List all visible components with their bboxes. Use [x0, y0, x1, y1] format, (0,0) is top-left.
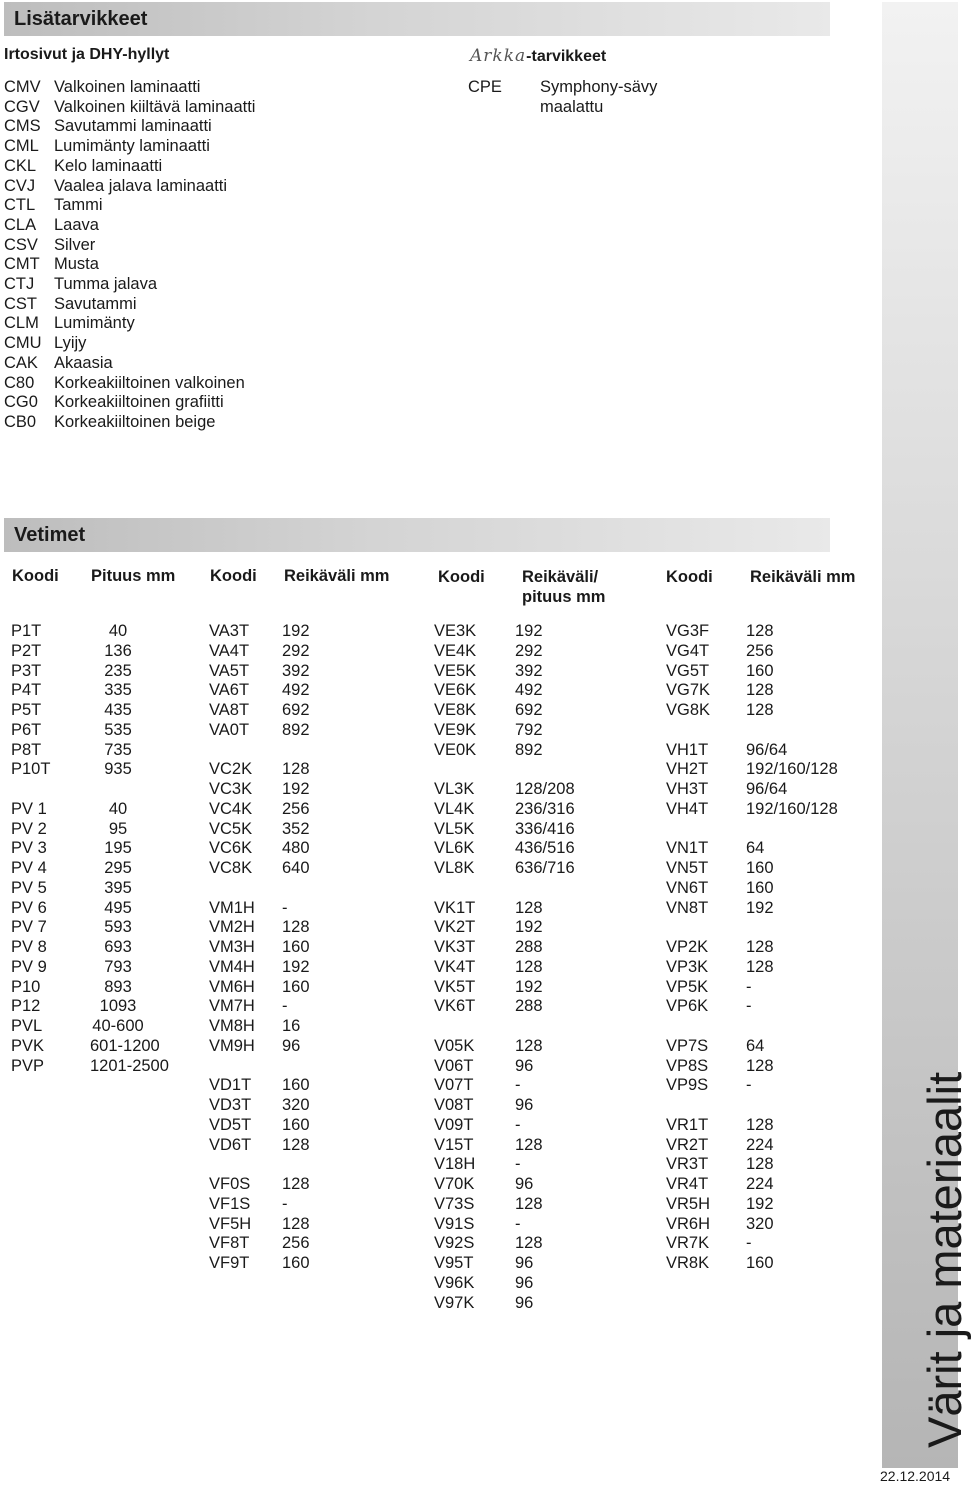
group2-code: VD1T [209, 1076, 252, 1095]
group1-value: 395 [104, 878, 132, 897]
group2-value: 320 [282, 1096, 310, 1114]
group1-value: 335 [104, 681, 132, 700]
group3-value: 96 [515, 1273, 534, 1292]
group2-value: - [282, 997, 288, 1016]
group4-value: 128 [746, 1155, 774, 1174]
group4-code: VP3K [666, 957, 709, 976]
group1-code: P10 [11, 977, 41, 996]
group4-value: - [746, 1076, 752, 1095]
group3-value: 128 [515, 1234, 543, 1253]
group2-value: 128 [282, 918, 310, 937]
group1-code: P5T [11, 701, 42, 719]
group2-value: 128 [282, 1175, 310, 1193]
group3-code: VE6K [434, 681, 477, 700]
g3-code-header: Koodi [438, 568, 485, 586]
group3-value: 128 [515, 898, 543, 917]
shelf-name: Silver [54, 235, 96, 254]
group3-code: VL3K [434, 780, 475, 798]
shelf-code: CAK [4, 353, 38, 372]
group3-code: V05K [434, 1036, 475, 1055]
shelf-name: Laava [54, 215, 99, 234]
group3-code: V96K [434, 1273, 475, 1292]
group4-code: VG4T [666, 641, 710, 660]
accessories-section-title: Lisätarvikkeet [4, 2, 830, 36]
shelf-code: CKL [4, 156, 37, 175]
group2-code: VA3T [209, 622, 250, 640]
group2-code: VC2K [209, 760, 253, 779]
group2-code: VA6T [209, 681, 250, 700]
shelf-name: Savutammi laminaatti [54, 117, 212, 136]
group1-code: PV 9 [11, 957, 47, 976]
group4-value: 224 [746, 1175, 774, 1193]
group2-value: 192 [282, 957, 310, 976]
group3-value: 96 [515, 1175, 534, 1193]
g1-code-header: Koodi [12, 567, 59, 585]
group4-value: 160 [746, 859, 774, 877]
group4-value: 192/160/128 [746, 760, 838, 779]
g2-value-header: Reikäväli mm [284, 567, 390, 585]
shelf-name: Kelo laminaatti [54, 156, 163, 175]
shelf-name: Lyijy [54, 334, 87, 353]
group2-code: VA5T [209, 661, 250, 680]
group1-value: 40-600 [92, 1017, 144, 1035]
group1-code: P10T [11, 760, 51, 779]
group2-code: VF8T [209, 1234, 250, 1253]
group3-code: VK1T [434, 898, 476, 917]
group4-value: 128 [746, 938, 774, 956]
shelf-code: CMV [4, 78, 41, 96]
shelf-code: CG0 [4, 393, 38, 412]
group3-code: VE8K [434, 701, 477, 719]
g3-value-header-line2: pituus mm [522, 588, 606, 606]
group3-code: VK6T [434, 997, 476, 1016]
group4-code: VG8K [666, 701, 711, 719]
group2-code: VM4H [209, 957, 255, 976]
group3-code: VE9K [434, 720, 477, 739]
group1-code: PV 7 [11, 918, 47, 937]
shelf-code: CMS [4, 117, 41, 136]
group3-code: V09T [434, 1115, 474, 1134]
shelf-name: Valkoinen kiiltävä laminaatti [54, 97, 256, 116]
group3-value: 436/516 [515, 839, 575, 858]
group2-code: VM3H [209, 938, 255, 956]
group4-code: VG5T [666, 661, 710, 680]
group2-value: 256 [282, 1234, 310, 1253]
group3-code: VE3K [434, 622, 477, 640]
group2-code: VM9H [209, 1036, 255, 1055]
group4-value: - [746, 1234, 752, 1253]
group3-code: VE4K [434, 641, 477, 660]
group1-value: 893 [104, 977, 132, 996]
group4-value: 224 [746, 1135, 774, 1154]
group2-value: 160 [282, 938, 310, 956]
group4-code: VP6K [666, 997, 709, 1016]
group4-value: 64 [746, 1036, 765, 1055]
group4-code: VH2T [666, 760, 709, 779]
group3-value: - [515, 1076, 521, 1095]
group2-value: 492 [282, 681, 310, 700]
group2-value: - [282, 1194, 288, 1213]
group1-code: PVK [11, 1036, 45, 1055]
group3-value: 128 [515, 1036, 543, 1055]
arkka-desc-line1: Symphony-sävy [540, 78, 658, 96]
group4-value: 160 [746, 1254, 774, 1272]
group2-value: 640 [282, 859, 310, 877]
group1-code: P1T [11, 622, 42, 640]
g4-value-header: Reikäväli mm [750, 568, 856, 586]
group1-value: 295 [104, 859, 132, 877]
group4-value: 64 [746, 839, 765, 858]
group1-value: 235 [104, 661, 132, 680]
group3-value: 636/716 [515, 859, 575, 877]
group2-code: VC6K [209, 839, 253, 858]
group4-value: 320 [746, 1214, 774, 1233]
group3-value: 128 [515, 1194, 543, 1213]
group2-code: VA8T [209, 701, 250, 719]
group2-code: VF5H [209, 1214, 252, 1233]
group2-value: 292 [282, 641, 310, 660]
group4-code: VR3T [666, 1155, 709, 1174]
group3-code: VL6K [434, 839, 475, 858]
group3-value: 96 [515, 1096, 534, 1114]
shelf-name: Korkeakiiltoinen valkoinen [54, 373, 245, 392]
group3-code: VE5K [434, 661, 477, 680]
shelf-name: Lumimänty [54, 314, 135, 333]
group3-code: VK4T [434, 957, 476, 976]
shelf-name: Akaasia [54, 353, 113, 372]
group3-value: 128 [515, 957, 543, 976]
group1-value: 1093 [99, 997, 137, 1016]
group4-value: 192 [746, 1194, 774, 1213]
shelf-code: CSV [4, 235, 38, 254]
group3-value: 236/316 [515, 799, 575, 818]
group3-value: 292 [515, 641, 543, 660]
group2-value: 892 [282, 720, 310, 739]
group3-code: V08T [434, 1096, 474, 1114]
group3-value: 692 [515, 701, 543, 719]
group2-value: 160 [282, 1076, 310, 1095]
group2-value: 16 [282, 1017, 301, 1035]
group2-value: 256 [282, 799, 310, 818]
group2-value: 160 [282, 977, 310, 996]
group3-code: VL5K [434, 819, 475, 838]
group3-code: VK5T [434, 977, 476, 996]
page-date: 22.12.2014 [880, 1468, 951, 1484]
group1-code: P12 [11, 997, 41, 1016]
group1-code: P4T [11, 681, 42, 700]
group4-code: VH4T [666, 799, 709, 818]
group2-value: 392 [282, 661, 310, 680]
group2-code: VC3K [209, 780, 253, 798]
group4-code: VN8T [666, 898, 709, 917]
group3-value: - [515, 1115, 521, 1134]
group4-code: VR1T [666, 1115, 709, 1134]
group2-code: VF1S [209, 1194, 251, 1213]
group2-code: VM8H [209, 1017, 255, 1035]
group2-value: - [282, 898, 288, 917]
group3-code: V97K [434, 1293, 475, 1312]
group2-value: 192 [282, 780, 310, 798]
shelf-name: Musta [54, 255, 99, 274]
group3-value: 336/416 [515, 819, 575, 838]
group1-code: PVL [11, 1017, 43, 1035]
group4-code: VN5T [666, 859, 709, 877]
group3-code: V18H [434, 1155, 476, 1174]
group4-value: 160 [746, 661, 774, 680]
group4-code: VR7K [666, 1234, 710, 1253]
group1-code: P3T [11, 661, 42, 680]
group3-code: V06T [434, 1056, 474, 1075]
group4-value: 96/64 [746, 740, 788, 759]
group1-value: 735 [104, 740, 132, 759]
group1-value: 593 [104, 918, 132, 937]
shelf-code: CMT [4, 255, 40, 274]
group1-code: P2T [11, 641, 42, 660]
group4-code: VG7K [666, 681, 711, 700]
g3-value-header-line1: Reikäväli/ [522, 568, 599, 586]
arkka-code: CPE [468, 78, 502, 96]
group4-code: VR6H [666, 1214, 711, 1233]
group3-code: V95T [434, 1254, 474, 1272]
group3-code: V91S [434, 1214, 475, 1233]
g1-value-header: Pituus mm [91, 567, 176, 585]
group2-code: VD6T [209, 1135, 252, 1154]
group3-value: 288 [515, 997, 543, 1016]
group3-code: VL8K [434, 859, 475, 877]
group3-value: 96 [515, 1254, 534, 1272]
handles-section-title: Vetimet [4, 518, 830, 552]
g2-code-header: Koodi [210, 567, 257, 585]
group4-code: VR5H [666, 1194, 711, 1213]
shelf-code: CST [4, 294, 37, 313]
shelf-code: CGV [4, 97, 40, 116]
side-banner-title: Värit ja materiaalit [918, 1071, 971, 1448]
group4-code: VP2K [666, 938, 709, 956]
group4-value: 128 [746, 1056, 774, 1075]
group4-value: 192/160/128 [746, 799, 838, 818]
group1-value: 495 [104, 898, 132, 917]
arkka-heading [470, 46, 606, 66]
group2-code: VC5K [209, 819, 253, 838]
group2-value: 128 [282, 760, 310, 779]
group1-code: PV 2 [11, 819, 47, 838]
group1-value: 195 [104, 839, 132, 858]
group3-value: 192 [515, 622, 543, 640]
shelf-code: CTJ [4, 275, 35, 293]
group4-code: VN1T [666, 839, 709, 858]
shelf-name: Tumma jalava [54, 275, 158, 293]
g4-code-header: Koodi [666, 568, 713, 586]
group3-code: VK3T [434, 938, 476, 956]
shelf-name: Vaalea jalava laminaatti [54, 176, 228, 195]
shelf-code: CLM [4, 314, 39, 333]
shelves-heading: Irtosivut ja DHY-hyllyt [4, 46, 170, 63]
group2-code: VF0S [209, 1175, 251, 1193]
group4-code: VR4T [666, 1175, 709, 1193]
arkka-logo: Arkka [470, 46, 527, 66]
group3-code: VL4K [434, 799, 475, 818]
group4-code: VR2T [666, 1135, 709, 1154]
group2-code: VF9T [209, 1254, 250, 1272]
group3-code: V70K [434, 1175, 475, 1193]
group1-code: PV 8 [11, 938, 47, 956]
shelf-name: Korkeakiiltoinen beige [54, 412, 216, 431]
group4-code: VP7S [666, 1036, 709, 1055]
group2-value: 192 [282, 622, 310, 640]
group1-code: PV 6 [11, 898, 47, 917]
group4-value: - [746, 977, 752, 996]
shelf-name: Lumimänty laminaatti [54, 137, 210, 156]
shelf-code: CTL [4, 196, 36, 215]
shelf-name: Savutammi [54, 294, 137, 313]
group3-code: V73S [434, 1194, 475, 1213]
group3-value: 96 [515, 1056, 534, 1075]
group4-code: VP5K [666, 977, 709, 996]
group2-code: VC8K [209, 859, 253, 877]
group2-code: VA4T [209, 641, 250, 660]
group4-code: VP9S [666, 1076, 709, 1095]
group3-value: 128 [515, 1135, 543, 1154]
group4-value: 256 [746, 641, 774, 660]
group3-value: 192 [515, 918, 543, 937]
group1-value: 693 [104, 938, 132, 956]
group1-code: PV 1 [11, 799, 47, 818]
group3-value: 192 [515, 977, 543, 996]
shelf-name: Valkoinen laminaatti [54, 78, 201, 96]
group4-code: VR8K [666, 1254, 710, 1272]
group4-code: VH3T [666, 780, 709, 798]
group1-value: 435 [104, 701, 132, 719]
shelf-code: CMU [4, 334, 42, 353]
group3-value: 792 [515, 720, 543, 739]
shelf-code: CML [4, 137, 39, 156]
shelf-code: CB0 [4, 412, 37, 431]
group1-code: P8T [11, 740, 42, 759]
group4-value: 192 [746, 898, 774, 917]
shelf-name: Tammi [54, 196, 103, 215]
group2-value: 128 [282, 1135, 310, 1154]
group2-value: 692 [282, 701, 310, 719]
group4-code: VP8S [666, 1056, 709, 1075]
group3-value: 392 [515, 661, 543, 680]
group1-code: PV 3 [11, 839, 47, 858]
group1-code: PV 5 [11, 878, 47, 897]
group4-value: 128 [746, 681, 774, 700]
group2-code: VM1H [209, 898, 255, 917]
arkka-heading-text: -tarvikkeet [526, 48, 607, 65]
group3-value: 96 [515, 1293, 534, 1312]
group3-value: 492 [515, 681, 543, 700]
group1-value: 793 [104, 957, 132, 976]
arkka-desc-line2: maalattu [540, 98, 604, 116]
group2-code: VD5T [209, 1115, 252, 1134]
group4-code: VN6T [666, 878, 709, 897]
group4-value: 128 [746, 957, 774, 976]
group2-value: 128 [282, 1214, 310, 1233]
group1-value: 1201-2500 [90, 1056, 169, 1075]
group4-code: VG3F [666, 622, 710, 640]
group1-value: 40 [108, 799, 128, 818]
group1-code: PVP [11, 1056, 45, 1075]
group4-value: 128 [746, 701, 774, 719]
group2-value: 480 [282, 839, 310, 858]
group1-value: 40 [108, 622, 128, 640]
group4-value: 128 [746, 1115, 774, 1134]
group3-value: 288 [515, 938, 543, 956]
group3-code: V07T [434, 1076, 474, 1095]
group1-value: 601-1200 [90, 1036, 160, 1055]
group1-code: P6T [11, 720, 42, 739]
group3-code: VE0K [434, 740, 477, 759]
group3-value: 892 [515, 740, 543, 759]
group1-value: 136 [104, 641, 132, 660]
g3-value-header [522, 567, 605, 607]
group2-value: 96 [282, 1036, 301, 1055]
group1-code: PV 4 [11, 859, 47, 877]
group4-value: 160 [746, 878, 774, 897]
group2-code: VA0T [209, 720, 250, 739]
group1-value: 95 [108, 819, 128, 838]
group2-value: 160 [282, 1254, 310, 1272]
group3-value: - [515, 1214, 521, 1233]
group3-value: - [515, 1155, 521, 1174]
group2-code: VD3T [209, 1096, 252, 1114]
group2-code: VM6H [209, 977, 255, 996]
group4-code: VH1T [666, 740, 709, 759]
group2-code: VC4K [209, 799, 253, 818]
group3-value: 128/208 [515, 780, 575, 798]
group2-value: 160 [282, 1115, 310, 1134]
shelf-name: Korkeakiiltoinen grafiitti [54, 393, 224, 412]
group4-value: 96/64 [746, 780, 788, 798]
group1-value: 535 [104, 720, 132, 739]
group1-value: 935 [104, 760, 132, 779]
shelf-code: CLA [4, 215, 37, 234]
group4-value: 128 [746, 622, 774, 640]
group2-code: VM2H [209, 918, 255, 937]
group3-code: V15T [434, 1135, 474, 1154]
group4-value: - [746, 997, 752, 1016]
shelf-code: CVJ [4, 176, 36, 195]
group3-code: VK2T [434, 918, 476, 937]
group2-code: VM7H [209, 997, 255, 1016]
shelf-code: C80 [4, 373, 35, 392]
group2-value: 352 [282, 819, 310, 838]
group3-code: V92S [434, 1234, 475, 1253]
